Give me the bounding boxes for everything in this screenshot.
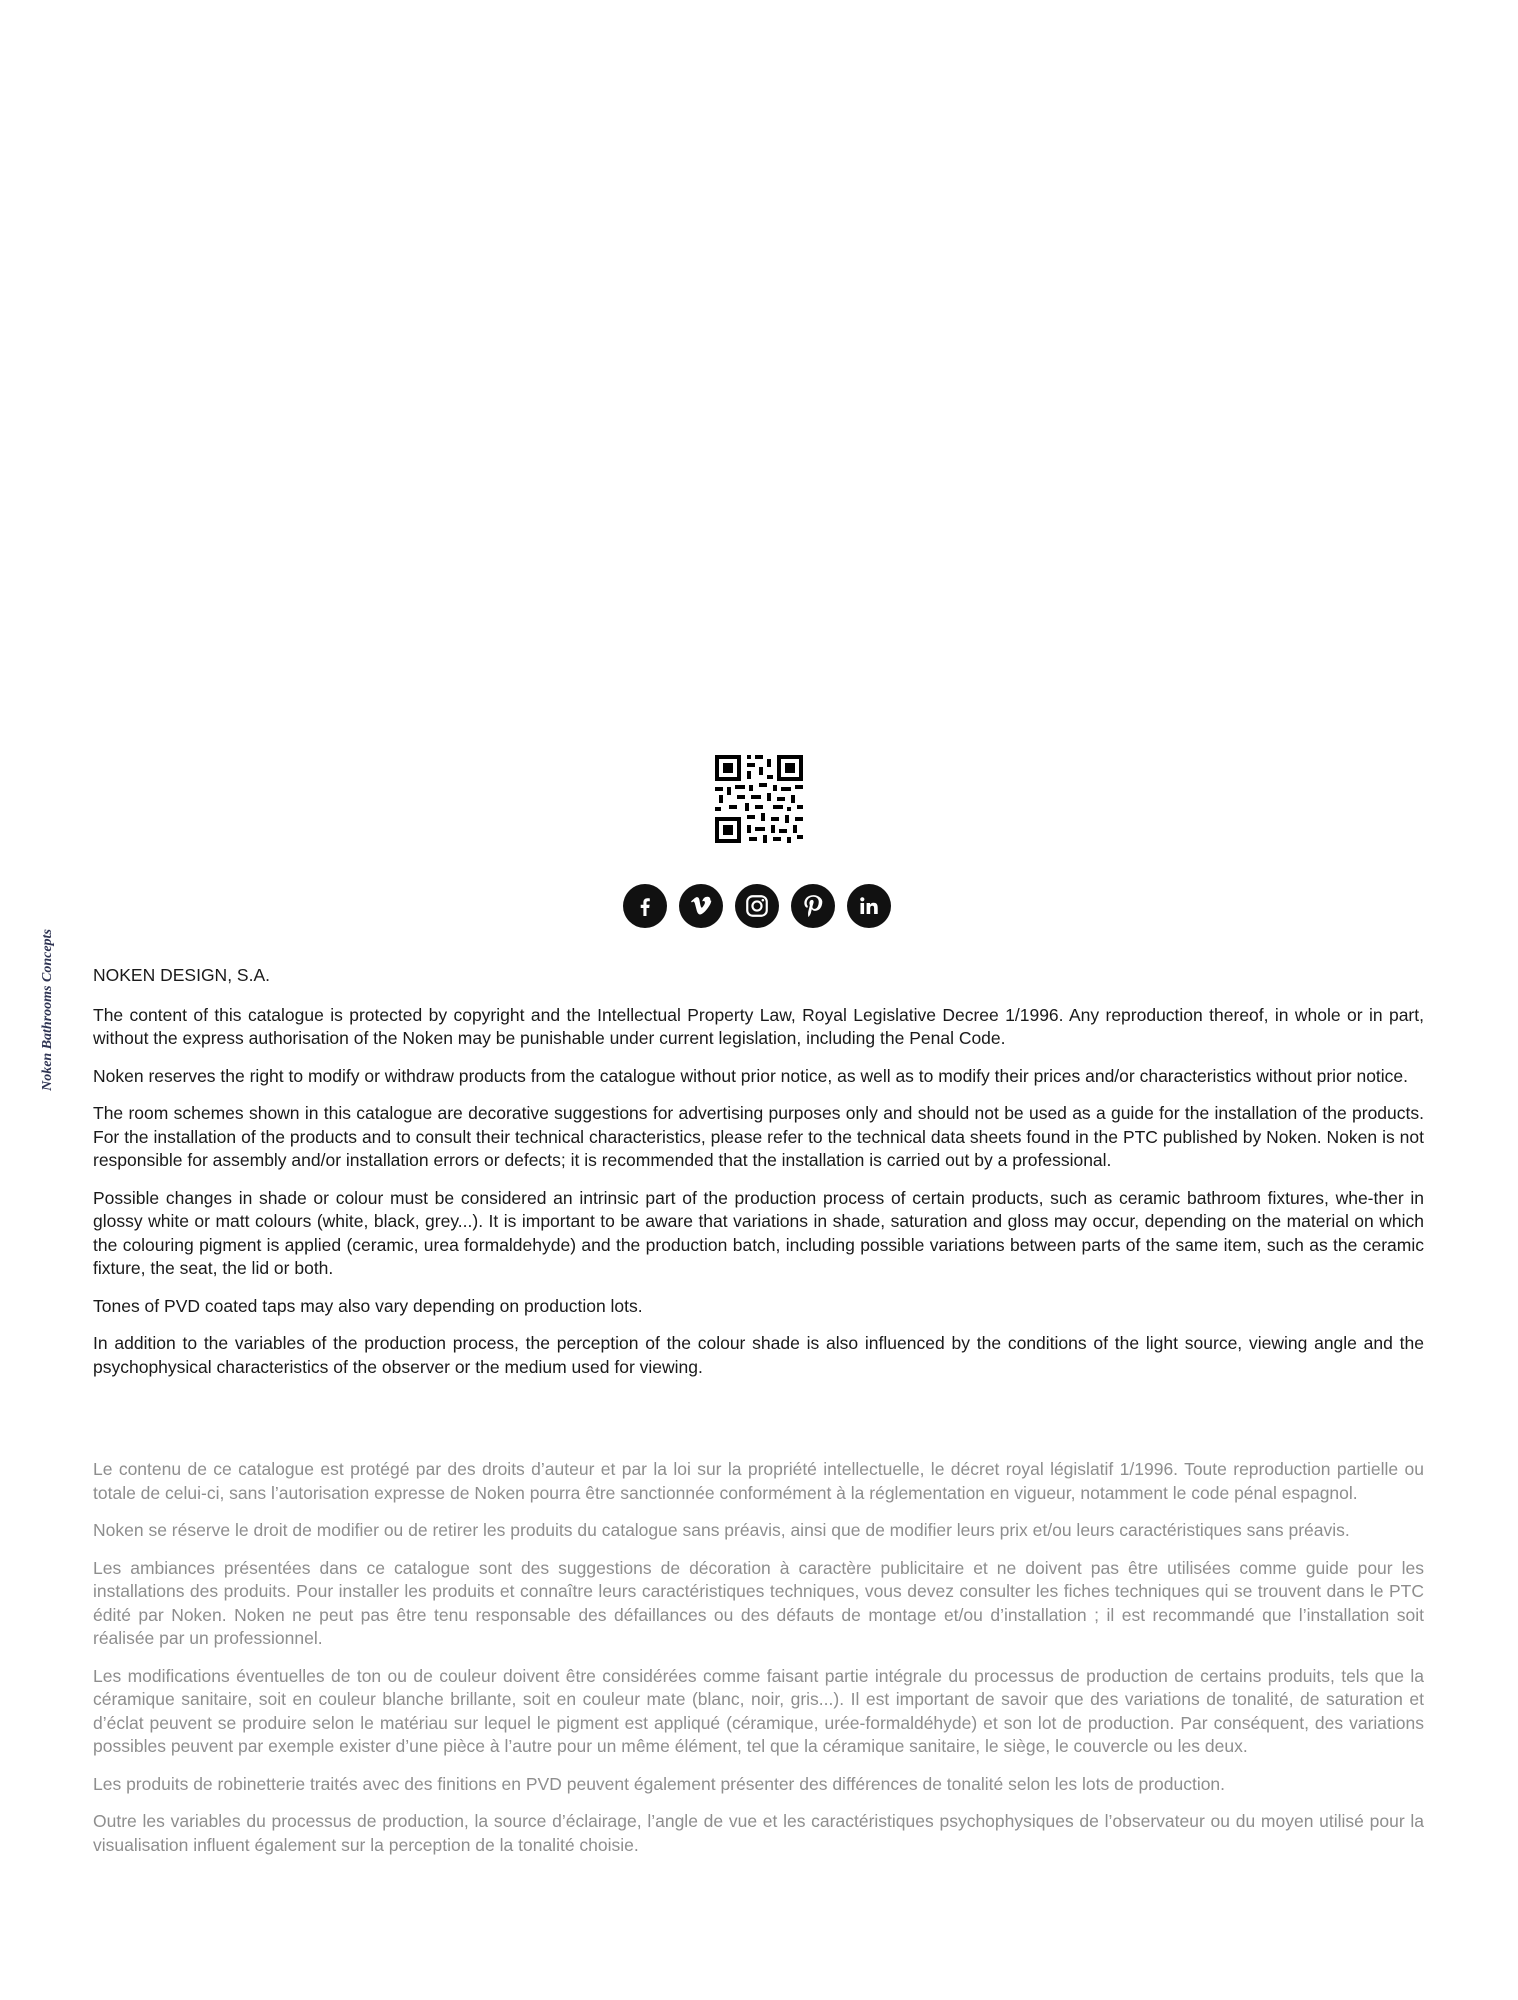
shade-changes-paragraph: Possible changes in shade or colour must be considered an intrinsic part of the production process of certain products, such as ceramic bathroom fixtures, whe-ther in glossy white or matt colours (white, black, grey...). It is important to be aware that variations in shade, saturation and gloss may occur, depending on the material on which the colouring pigment is applied (ceramic, urea formaldehyde) and the production batch, including possible variations between parts of the same item, such as the ceramic fixture, the seat, the lid or both.: [93, 1187, 1424, 1278]
shade-changes-paragraph-fr: Les modifications éventuelles de ton ou de couleur doivent être considérées comme faisant partie intégrale du processus de production de certains produits, tels que la céramique sanitaire, soit en couleur blanche brillante, soit en couleur mate (blanc, noir, gris...). Il est important de savoir que des variations de tonalité, de saturation et d’éclat peuvent se produire selon le matériau sur lequel le pigment est appliqué (céramique, urée-formaldéhyde) et son lot de production. Par conséquent, des variations possibles peuvent par exemple exister d’une pièce à l’autre pour un même élément, tel que la céramique sanitaire, le siège, le couvercle ou les deux.: [93, 1665, 1424, 1756]
legal-notice-english: [93, 964, 1424, 1393]
room-schemes-paragraph: The room schemes shown in this catalogue are decorative suggestions for advertising purposes only and should not be used as a guide for the installation of the products. For the installation of the products and to consult their technical characteristics, please refer to the technical data sheets found in the PTC published by Noken. Noken is not responsible for assembly and/or installation errors or defects; it is recommended that the installation is carried out by a professional.: [93, 1103, 1424, 1170]
company-name: NOKEN DESIGN, S.A.: [93, 965, 270, 985]
copyright-paragraph: The content of this catalogue is protected by copyright and the Intellectual Property Law, Royal Legislative Decree 1/1996. Any reproduction thereof, in whole or in part, without the express authorisation of the Noken may be punishable under current legislation, including the Penal Code.: [93, 1004, 1424, 1048]
instagram-icon: [744, 893, 770, 919]
room-schemes-paragraph-fr: Les ambiances présentées dans ce catalogue sont des suggestions de décoration à caractère publicitaire et ne doivent pas être utilisées comme guide pour les installations des produits. Pour installer les produits et connaître leurs caractéristiques techniques, vous devez consulter les fiches techniques qui se trouvent dans le PTC édité par Noken. Noken ne peut pas être tenu responsable des défaillances ou des défauts de montage et/ou d’installation ; il est recommandé que l’installation soit réalisée par un professionnel.: [93, 1557, 1424, 1648]
vimeo-icon: [688, 893, 714, 919]
linkedin-link[interactable]: [847, 884, 891, 928]
copyright-paragraph-fr: Le contenu de ce catalogue est protégé par des droits d’auteur et par la loi sur la propriété intellectuelle, le décret royal législatif 1/1996. Toute reproduction partielle ou totale de celui-ci, sans l’autorisation expresse de Noken pourra être sanctionnée conformément à la réglementation en vigueur, notamment le code pénal espagnol.: [93, 1459, 1424, 1503]
legal-notice-french: [93, 1458, 1424, 1871]
social-links: [623, 884, 891, 928]
side-tab-label: Noken Bathrooms Concepts: [40, 929, 55, 1091]
linkedin-icon: [857, 894, 881, 918]
pinterest-link[interactable]: [791, 884, 835, 928]
pinterest-icon: [800, 893, 826, 919]
perception-paragraph: In addition to the variables of the production process, the perception of the colour shade is also influenced by the conditions of the light source, viewing angle and the psychophysical characteristics of the observer or the medium used for viewing.: [93, 1333, 1424, 1377]
facebook-link[interactable]: [623, 884, 667, 928]
facebook-icon: [633, 894, 657, 918]
modification-paragraph: Noken reserves the right to modify or withdraw products from the catalogue without prior notice, as well as to modify their prices and/or characteristics without prior notice.: [93, 1065, 1409, 1086]
instagram-link[interactable]: [735, 884, 779, 928]
perception-paragraph-fr: Outre les variables du processus de production, la source d’éclairage, l’angle de vue et les caractéristiques psychophysiques de l’observateur ou du moyen utilisé pour la visualisation influent également sur la perception de la tonalité choisie.: [93, 1811, 1424, 1855]
vimeo-link[interactable]: [679, 884, 723, 928]
qr-code[interactable]: [715, 755, 803, 843]
modification-paragraph-fr: Noken se réserve le droit de modifier ou de retirer les produits du catalogue sans préavis, ainsi que de modifier leurs prix et/ou leurs caractéristiques sans préavis.: [93, 1520, 1350, 1540]
pvd-paragraph-fr: Les produits de robinetterie traités avec des finitions en PVD peuvent également présenter des différences de tonalité selon les lots de production.: [93, 1773, 1226, 1794]
pvd-paragraph: Tones of PVD coated taps may also vary depending on production lots.: [93, 1295, 643, 1316]
